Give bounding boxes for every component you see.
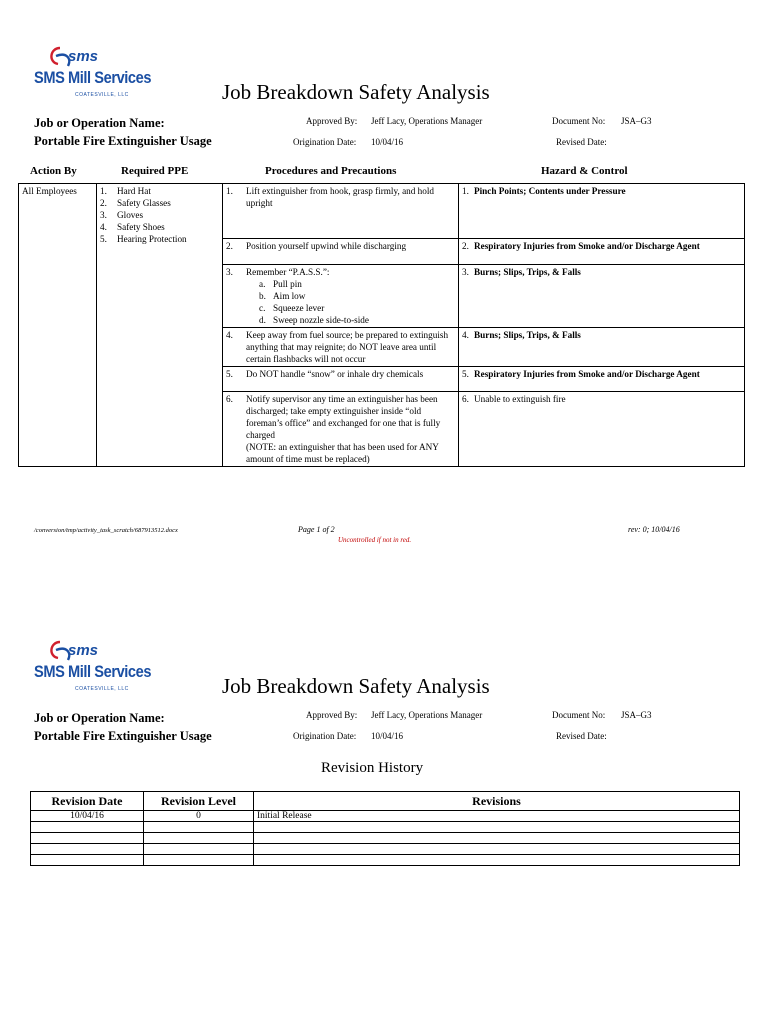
list-item: 3. Gloves [100, 210, 144, 220]
action-by-cell: All Employees [19, 184, 97, 467]
approved-by-label: Approved By: [306, 710, 358, 720]
column-header-revisions: Revisions [254, 792, 740, 811]
procedure-cell: 1. Lift extinguisher from hook, grasp firmly, and hold upright [223, 184, 459, 239]
hazard-cell: 5. Respiratory Injuries from Smoke and/or Discharge Agent [459, 367, 745, 392]
list-item: d. Sweep nozzle side-to-side [259, 315, 369, 325]
procedure-cell: 2. Position yourself upwind while discharging [223, 239, 459, 265]
revision-history-table [30, 791, 740, 866]
svg-text:sms: sms [68, 642, 99, 659]
revised-date-label: Revised Date: [556, 137, 607, 147]
document-title: Job Breakdown Safety Analysis [222, 674, 490, 698]
job-name-label: Job or Operation Name: [34, 116, 165, 130]
company-logo [34, 638, 152, 708]
document-number-label: Document No: [552, 116, 606, 126]
list-item: c. Squeeze lever [259, 303, 325, 313]
hazard-cell: 3. Burns; Slips, Trips, & Falls [459, 265, 745, 328]
company-name: SMS Mill Services [34, 68, 152, 87]
revised-date-label: Revised Date: [556, 731, 607, 741]
footer-uncontrolled-note: Uncontrolled if not in red. [338, 536, 412, 544]
job-name-value: Portable Fire Extinguisher Usage [34, 134, 212, 148]
approved-by-value: Jeff Lacy, Operations Manager [371, 116, 483, 126]
list-item: 1. Hard Hat [100, 186, 151, 196]
column-header-ppe: Required PPE [121, 165, 189, 177]
hazard-cell: 4. Burns; Slips, Trips, & Falls [459, 328, 745, 367]
table-row [31, 844, 740, 855]
company-subtitle: COATESVILLE, LLC [75, 92, 129, 98]
procedure-cell: 3. Remember “P.A.S.S.”: a. Pull pin b. Aim low c. Squeeze lever d. Sweep nozzle side-to-side [223, 265, 459, 328]
table-row [31, 822, 740, 833]
job-info [34, 114, 212, 150]
list-item: a. Pull pin [259, 279, 302, 289]
pass-list [226, 278, 455, 326]
procedure-cell: 6. Notify supervisor any time an extinguisher has been discharged; take empty extinguisher inside “old foreman’s office” and exchanged for one that is fully charged (NOTE: an extinguisher that has been used for ANY amount of time must be replaced) [223, 392, 459, 467]
procedure-cell: 4. Keep away from fuel source; be prepared to extinguish anything that may reignite; do NOT leave area until certain flashbacks will not occur [223, 328, 459, 367]
ppe-list [100, 185, 219, 245]
procedure-cell: 5. Do NOT handle “snow” or inhale dry chemicals [223, 367, 459, 392]
revision-history-title: Revision History [321, 760, 424, 776]
jsa-table [18, 183, 745, 467]
column-header-action-by: Action By [30, 165, 77, 177]
origination-date-value: 10/04/16 [371, 137, 404, 147]
company-logo [34, 44, 152, 114]
document-number-label: Document No: [552, 710, 606, 720]
column-header-hazard: Hazard & Control [541, 165, 628, 177]
approved-by-label: Approved By: [306, 116, 358, 126]
origination-date-label: Origination Date: [293, 731, 357, 741]
footer-file-path: /conversion/tmp/activity_task_scratch/687913512.docx [34, 527, 178, 534]
column-header-procedures: Procedures and Precautions [265, 165, 397, 177]
document-number-value: JSA–G3 [621, 116, 652, 126]
sms-logo-icon [46, 638, 142, 664]
svg-text:sms: sms [68, 48, 99, 65]
table-row: 10/04/16 0 Initial Release [31, 811, 740, 822]
table-row [31, 833, 740, 844]
table-row [31, 855, 740, 866]
company-name: SMS Mill Services [34, 662, 152, 681]
hazard-cell: 6. Unable to extinguish fire [459, 392, 745, 467]
footer-revision: rev: 0; 10/04/16 [628, 525, 680, 534]
list-item: 5. Hearing Protection [100, 234, 187, 244]
origination-date-value: 10/04/16 [371, 731, 404, 741]
ppe-cell [97, 184, 223, 467]
origination-date-label: Origination Date: [293, 137, 357, 147]
hazard-cell: 1. Pinch Points; Contents under Pressure [459, 184, 745, 239]
hazard-cell: 2. Respiratory Injuries from Smoke and/or Discharge Agent [459, 239, 745, 265]
column-header-revision-level: Revision Level [144, 792, 254, 811]
list-item: 4. Safety Shoes [100, 222, 165, 232]
approved-by-value: Jeff Lacy, Operations Manager [371, 710, 483, 720]
job-name-label: Job or Operation Name: [34, 711, 165, 725]
sms-logo-icon [46, 44, 142, 70]
document-number-value: JSA–G3 [621, 710, 652, 720]
column-header-revision-date: Revision Date [31, 792, 144, 811]
list-item: b. Aim low [259, 291, 306, 301]
list-item: 2. Safety Glasses [100, 198, 171, 208]
procedure-note: (NOTE: an extinguisher that has been used for ANY amount of time must be replaced) [246, 442, 439, 464]
job-info [34, 709, 212, 745]
footer-page-number: Page 1 of 2 [298, 525, 335, 534]
document-title: Job Breakdown Safety Analysis [222, 80, 490, 104]
company-subtitle: COATESVILLE, LLC [75, 686, 129, 692]
job-name-value: Portable Fire Extinguisher Usage [34, 729, 212, 743]
